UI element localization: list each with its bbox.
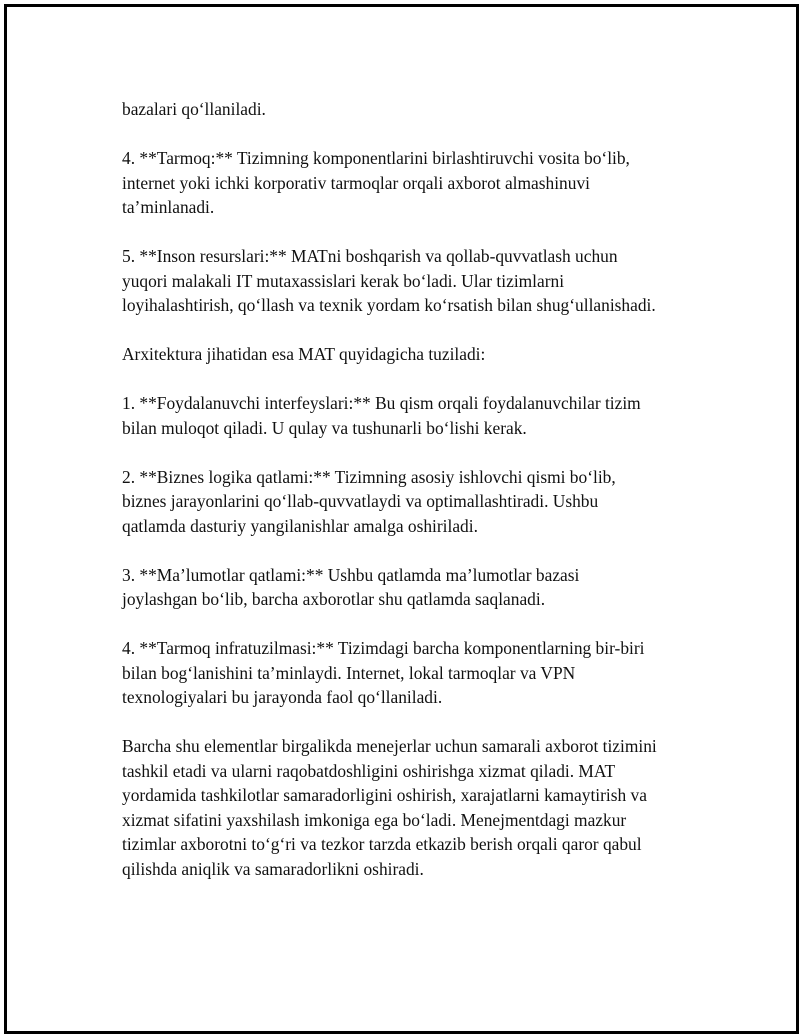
text-line: 2. **Biznes logika qatlami:** Tizimning asosiy ishlovchi qismi bo‘lib, [122, 466, 616, 487]
document-body [122, 97, 712, 906]
text-line: xizmat sifatini yaxshilash imkoniga ega bo‘ladi. Menejmentdagi mazkur [122, 809, 627, 830]
paragraph-arxitektura [122, 342, 712, 367]
text-line: tizimlar axborotni to‘g‘ri va tezkor tarzda etkazib berish orqali qaror qabul [122, 834, 642, 854]
text-line: internet yoki ichki korporativ tarmoqlar orqali axborot almashinuvi [122, 172, 590, 193]
paragraph-tarmoq-infratuzilmasi [122, 636, 712, 710]
text-line: qilishda aniqlik va samaradorlikni oshiradi. [122, 858, 424, 879]
text-line: qatlamda dasturiy yangilanishlar amalga oshiriladi. [122, 515, 478, 536]
text-line: bazalari qo‘llaniladi. [122, 99, 266, 119]
text-line: bilan bog‘lanishini ta’minlaydi. Internet, lokal tarmoqlar va VPN [122, 662, 576, 683]
text-line: biznes jarayonlarini qo‘llab-quvvatlaydi va optimallashtiradi. Ushbu [122, 491, 599, 511]
text-line: bilan muloqot qiladi. U qulay va tushunarli bo‘lishi kerak. [122, 417, 527, 438]
paragraph-foydalanuvchi-interfeyslari [122, 391, 712, 440]
document-page [4, 4, 799, 1034]
text-line: loyihalashtirish, qo‘llash va texnik yordam ko‘rsatish bilan shug‘ullanishadi. [122, 295, 656, 315]
paragraph-inson-resurslari [122, 244, 712, 318]
paragraph-biznes-logika [122, 465, 712, 539]
text-line: 3. **Ma’lumotlar qatlami:** Ushbu qatlamda ma’lumotlar bazasi [122, 564, 580, 585]
paragraph-tarmoq [122, 146, 712, 220]
text-line: 4. **Tarmoq:** Tizimning komponentlarini birlashtiruvchi vosita bo‘lib, [122, 148, 630, 168]
text-line: tashkil etadi va ularni raqobatdoshligini oshirishga xizmat qiladi. MAT [122, 760, 616, 781]
paragraph-conclusion [122, 734, 712, 881]
paragraph-continuation [122, 97, 712, 122]
text-line: yuqori malakali IT mutaxassislari kerak bo‘ladi. Ular tizimlarni [122, 270, 565, 291]
text-line: texnologiyalari bu jarayonda faol qo‘llaniladi. [122, 687, 443, 707]
text-line: 5. **Inson resurslari:** MATni boshqarish va qollab-quvvatlash uchun [122, 246, 618, 266]
text-line: 4. **Tarmoq infratuzilmasi:** Tizimdagi barcha komponentlarning bir-biri [122, 638, 645, 658]
text-line: Arxitektura jihatidan esa MAT quyidagicha tuziladi: [122, 344, 486, 364]
text-line: joylashgan bo‘lib, barcha axborotlar shu qatlamda saqlanadi. [122, 589, 546, 609]
text-line: Barcha shu elementlar birgalikda menejerlar uchun samarali axborot tizimini [122, 736, 657, 756]
text-line: ta’minlanadi. [122, 197, 215, 217]
text-line: yordamida tashkilotlar samaradorligini oshirish, xarajatlarni kamaytirish va [122, 785, 647, 805]
paragraph-malumotlar-qatlami [122, 563, 712, 612]
text-line: 1. **Foydalanuvchi interfeyslari:** Bu qism orqali foydalanuvchilar tizim [122, 393, 641, 413]
